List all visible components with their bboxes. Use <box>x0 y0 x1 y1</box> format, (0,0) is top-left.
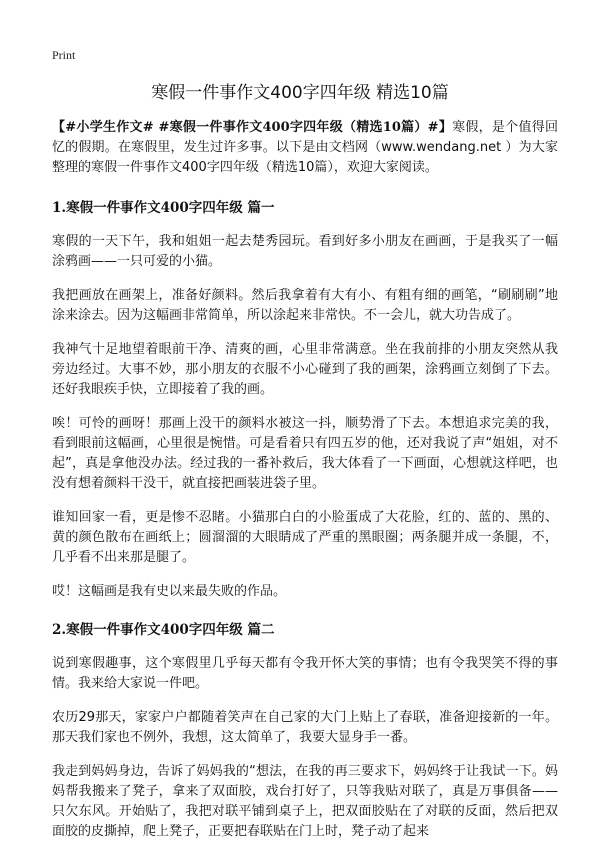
section-1 <box>52 198 558 602</box>
print-label[interactable]: Print <box>52 48 76 62</box>
paragraph: 谁知回家一看，更是惨不忍睹。小猫那白白的小脸蛋成了大花脸，红的、蓝的、黑的、黄的颜色散布在画纸上；圆溜溜的大眼睛成了严重的黑眼圈；两条腿并成一条腿，不，几乎看不出来那是腿了。 <box>52 510 558 565</box>
paragraph: 寒假的一天下午，我和姐姐一起去楚秀园玩。看到好多小朋友在画画，于是我买了一幅涂鸦画——一只可爱的小猫。 <box>52 234 558 269</box>
section-2 <box>52 620 558 842</box>
document-title: 寒假一件事作文400字四年级 精选10篇 <box>151 83 449 103</box>
intro-tag: 【#小学生作文# #寒假一件事作文400字四年级（精选10篇）#】 <box>52 120 453 135</box>
paragraph: 农历29那天，家家户户都随着笑声在自己家的大门上贴上了春联，准备迎接新的一年。那天我们家也不例外，我想，这太简单了，我要大显身手一番。 <box>52 710 558 745</box>
section-heading: 1.寒假一件事作文400字四年级 篇一 <box>52 200 275 216</box>
intro-text: 寒假，是个值得回忆的假期。在寒假里，发生过许多事。以下是由文档网（www.wendang.net ）为大家整理的寒假一件事作文400字四年级（精选10篇），欢迎大家阅读。 <box>52 120 558 175</box>
document-body <box>52 118 558 856</box>
paragraph: 我神气十足地望着眼前干净、清爽的画，心里非常满意。坐在我前排的小朋友突然从我旁边经过。大事不妙，那小朋友的衣服不小心碰到了我的画架，涂鸦画立刻倒了下去。还好我眼疾手快，立即接着了我的画。 <box>52 342 558 397</box>
paragraph: 哎！这幅画是我有史以来最失败的作品。 <box>52 584 287 599</box>
paragraph: 唉！可怜的画呀！那画上没干的颜料水被这一抖，顺势滑了下去。本想追求完美的我，看到眼前这幅画，心里很是惋惜。可是看着只有四五岁的他，还对我说了声“姐姐，对不起”，真是拿他没办法。经过我的一番补救后，我大体看了一下画面，心想就这样吧，也没有想着颜料干没干，就直接把画装进袋子里。 <box>52 416 558 491</box>
paragraph: 我走到妈妈身边，告诉了妈妈我的“想法，在我的再三要求下，妈妈终于让我试一下。妈妈帮我搬来了凳子，拿来了双面胶，戏台打好了，只等我贴对联了，真是万事俱备——只欠东风。开始贴了，我把对联平铺到桌子上，把双面胶贴在了对联的反面，然后把双面胶的皮撕掉，爬上凳子，正要把春联贴在门上时，凳子动了起来 <box>52 764 558 839</box>
paragraph: 我把画放在画架上，准备好颜料。然后我拿着有大有小、有粗有细的画笔，“刷刷刷”地涂来涂去。因为这幅画非常简单，所以涂起来非常快。不一会儿，就大功告成了。 <box>52 288 558 323</box>
intro-paragraph <box>52 118 558 178</box>
paragraph: 说到寒假趣事，这个寒假里几乎每天都有令我开怀大笑的事情；也有令我哭笑不得的事情。我来给大家说一件吧。 <box>52 656 558 691</box>
section-heading: 2.寒假一件事作文400字四年级 篇二 <box>52 622 275 638</box>
